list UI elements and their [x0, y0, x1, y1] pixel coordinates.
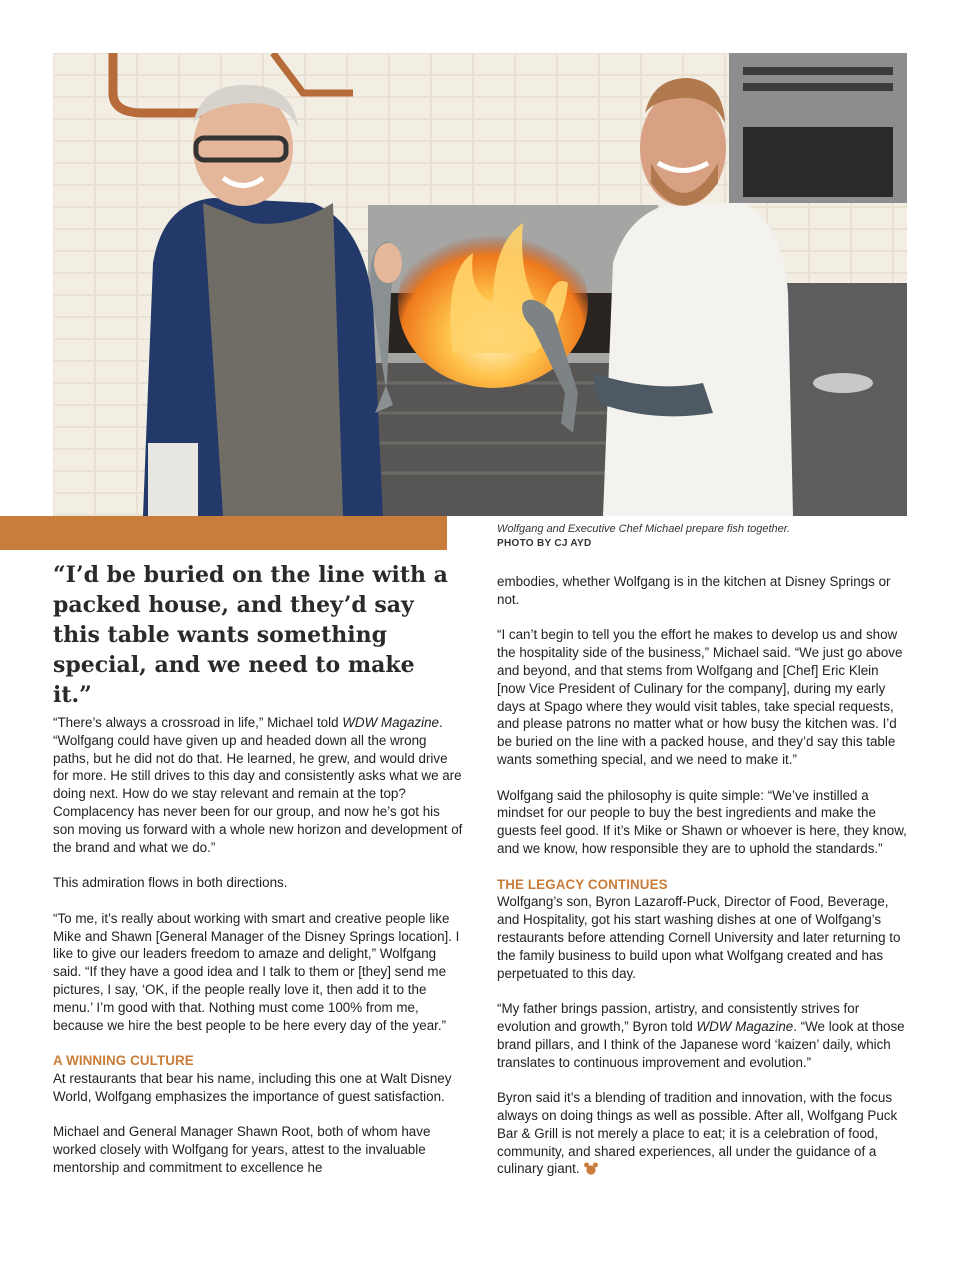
- paragraph: At restaurants that bear his name, including this one at Walt Disney World, Wolfgang emphasizes the importance of guest satisfaction.: [53, 1070, 452, 1104]
- paragraph: Wolfgang’s son, Byron Lazaroff-Puck, Director of Food, Beverage, and Hospitality, got his start washing dishes at one of Wolfgang’s restaurants before attending Cornell University and later returning to the family business to build upon what Wolfgang created and has perpetuated to this day.: [497, 894, 901, 981]
- left-column: [53, 714, 463, 1195]
- photo-caption: [497, 522, 907, 551]
- paragraph: This admiration flows in both directions.: [53, 875, 288, 891]
- section-heading: A WINNING CULTURE: [53, 1053, 194, 1069]
- text-run: “My father brings passion, artistry, and consistently strives for evolution and growth,” Byron told: [497, 1001, 860, 1034]
- text-run: . “Wolfgang could have given up and headed down all the wrong paths, but he did not do that. He learned, he grew, and would drive for more. He still drives to this day and consistently asks what we are doing next. How do we stay relevant and remain at the top? Complacency has never been for our group, and now he’s got his son moving us forward with a whole new horizon and development of the brand and what we do.”: [53, 715, 463, 855]
- caption-text: Wolfgang and Executive Chef Michael prepare fish together.: [497, 523, 791, 535]
- text-run: “There’s always a crossroad in life,” Michael told: [53, 715, 343, 730]
- right-column: [497, 573, 909, 1198]
- text-run: Byron said it’s a blending of tradition and innovation, with the focus always on doing things as well as possible. After all, Wolfgang Puck Bar & Grill is not merely a place to eat; it is a celebration of food, community, and shared experiences, all under the guidance of a culinary giant.: [497, 1090, 898, 1177]
- section-heading: THE LEGACY CONTINUES: [497, 876, 668, 892]
- mickey-end-mark-icon: [584, 1162, 598, 1180]
- paragraph: “To me, it’s really about working with smart and creative people like Mike and Shawn [General Manager of the Disney Springs location]. I like to give our leaders freedom to amaze and delight,” Wolfgang said. “If they have a good idea and I talk to them or [they] send me pictures, I say, ‘OK, if the people really love it, then add it to the menu.’ I’m good with that. Nothing must come 100% from me, because we hire the best people to be here every day of the year.”: [53, 910, 460, 1033]
- paragraph: Michael and General Manager Shawn Root, both of whom have worked closely with Wolfgang for years, attest to the invaluable mentorship and commitment to excellence he: [53, 1124, 431, 1175]
- magazine-name: WDW Magazine: [342, 715, 439, 730]
- paragraph: [497, 1000, 909, 1071]
- paragraph: [497, 1089, 909, 1180]
- paragraph: [53, 714, 463, 856]
- chefs-kitchen-photo: [53, 53, 907, 516]
- accent-bar: [0, 516, 447, 550]
- photo-credit: PHOTO BY CJ AYD: [497, 538, 592, 549]
- text-run: . “We look at those brand pillars, and I think of the Japanese word ‘kaizen’ daily, which translates to continuous improvement and evolution.”: [497, 1018, 905, 1070]
- pull-quote: “I’d be buried on the line with a packed house, and they’d say this table wants something special, and we need to make it.”: [53, 562, 448, 708]
- magazine-name: WDW Magazine: [696, 1018, 794, 1034]
- paragraph: embodies, whether Wolfgang is in the kitchen at Disney Springs or not.: [497, 574, 891, 607]
- paragraph: Wolfgang said the philosophy is quite simple: “We’ve instilled a mindset for our people to buy the best ingredients and make the guests feel good. If it’s Mike or Shawn or whoever is here, they know, and we know, how responsible they are to uphold the standards.”: [497, 787, 907, 856]
- photo-illustration: [53, 53, 907, 516]
- paragraph: “I can’t begin to tell you the effort he makes to develop us and show the hospitality side of the business,” Michael said. “We just go above and beyond, and that stems from Wolfgang and [Chef] Eric Klein [now Vice President of Culinary for the company], during my early days at Spago where they would visit tables, take special requests, and please patrons no matter what or how busy the kitchen was. I’d be buried on the line with a packed house, and they’d say this table wants something special, and we need to make it.”: [497, 627, 903, 767]
